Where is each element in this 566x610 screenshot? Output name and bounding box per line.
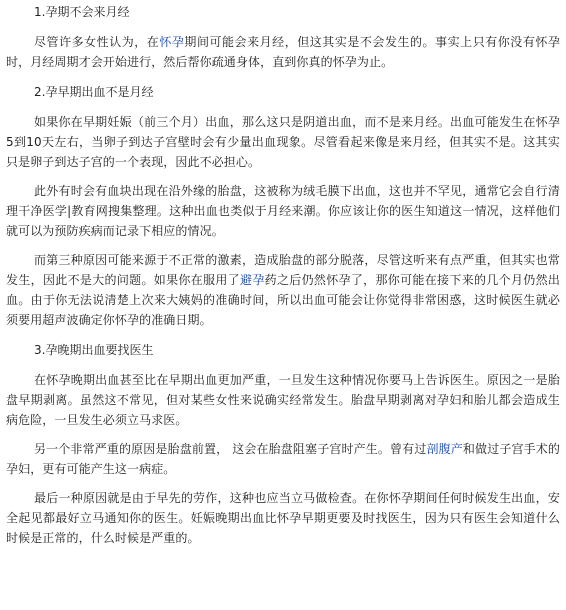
paragraph <box>0 250 566 330</box>
keyword-link[interactable]: 怀孕 <box>159 35 185 49</box>
paragraph <box>0 181 566 241</box>
paragraph-text: 另一个非常严重的原因是胎盘前置， 这会在胎盘阻塞子宫时产生。曾有过 <box>34 442 427 456</box>
paragraph <box>0 112 566 172</box>
section-3 <box>0 341 566 548</box>
paragraph-text: 最后一种原因就是由于早先的劳作，这种也应当立马做检查。在你怀孕期间任何时候发生出血，安全起见都最好立马通知你的医生。妊娠晚期出血比怀孕早期更要及时找医生，因为只有医生会知道什么时候是正常的，什么时候是严重的。 <box>6 491 560 545</box>
paragraph-text: 如果你在早期妊娠（前三个月）出血，那么这只是阴道出血，而不是来月经。出血可能发生在怀孕5到10天左右，当卵子到达子宫壁时会有少量出血现象。尽管看起来像是来月经，但其实不是。这其实只是卵子到达子宫的一个表现，因此不必担心。 <box>6 115 560 169</box>
paragraph-text: 而第三种原因可能来源于不正常的激素，造成胎盘的部分脱落，尽管这听来有点严重，但其实也常发生，因此不是大的问题。如果你在服用了 <box>6 253 560 287</box>
section-heading: 2.孕早期出血不是月经 <box>34 85 154 99</box>
paragraph-text: 和做过子宫手术的孕妇，更有可能产生这一病症。 <box>6 442 560 476</box>
paragraph-text: 在怀孕晚期出血甚至比在早期出血更加严重，一旦发生这种情况你要马上告诉医生。原因之一是胎盘早期剥离。虽然这不常见，但对某些女性来说确实经常发生。胎盘早期剥离对孕妇和胎儿都会造成生病危险，一旦发生必须立马求医。 <box>6 373 560 427</box>
paragraph-text: 尽管许多女性认为，在 <box>34 35 160 49</box>
paragraph <box>0 370 566 430</box>
section-2 <box>0 83 566 330</box>
section-1 <box>0 3 566 72</box>
paragraph-text: 此外有时会有血块出现在沿外缘的胎盘，这被称为绒毛膜下出血，这也并不罕见，通常它会自行清理干净医学|教育网搜集整理。这种出血也类似于月经来潮。你应该让你的医生知道这一情况，这样他们就可以为预防疾病而记录下相应的情况。 <box>6 184 560 238</box>
keyword-link[interactable]: 避孕 <box>240 273 265 287</box>
paragraph <box>0 32 566 72</box>
paragraph-text: 期间可能会来月经，但这其实是不会发生的。事实上只有你没有怀孕时，月经周期才会开始进行，然后帮你疏通身体，直到你真的怀孕为止。 <box>6 35 560 69</box>
paragraph-text: 药之后仍然怀孕了，那你可能在接下来的几个月仍然出血。由于你无法说清楚上次来大姨妈的准确时间，所以出血可能会让你觉得非常困惑，这时候医生就必须要用超声波确定你怀孕的准确日期。 <box>6 273 561 327</box>
section-heading: 1.孕期不会来月经 <box>34 5 130 19</box>
paragraph <box>0 439 566 479</box>
paragraph <box>0 488 566 548</box>
section-heading: 3.孕晚期出血要找医生 <box>34 343 154 357</box>
keyword-link[interactable]: 剖腹产 <box>426 442 463 456</box>
